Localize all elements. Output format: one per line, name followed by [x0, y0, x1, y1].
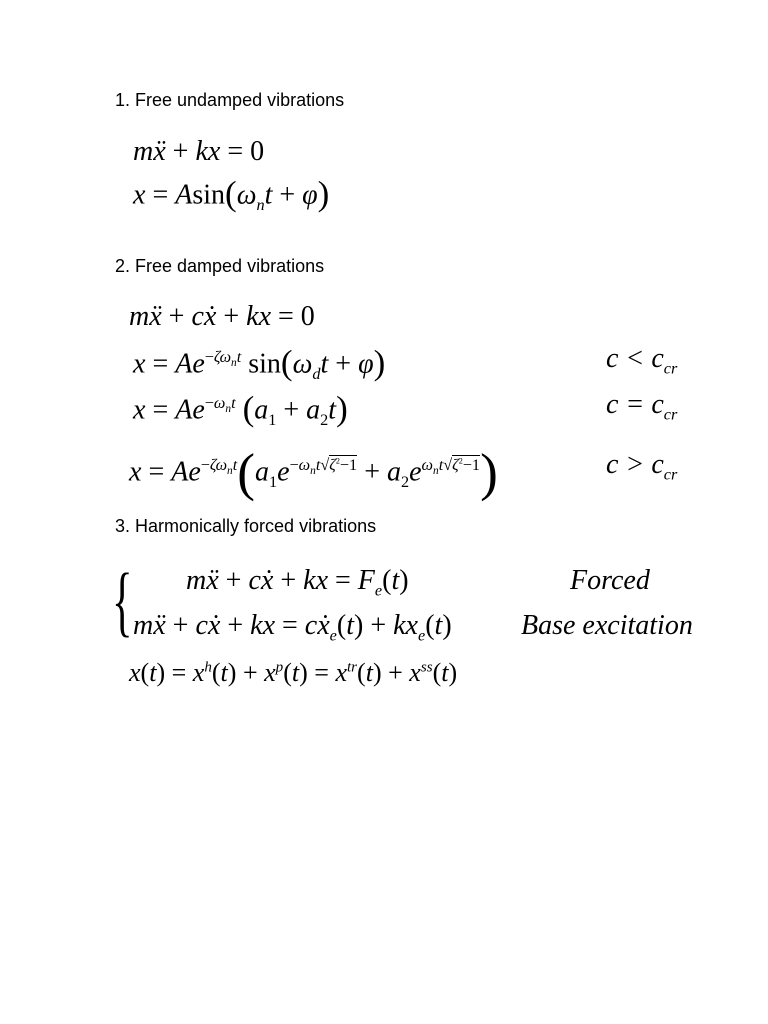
equation-overdamped: $x = Ae^{-\zeta\omega_nt}(a_1e^{-\omega_nt√\zeta^2-1} + a_2e^{\omega_nt√\zeta^2-1})$	[129, 443, 498, 502]
equation-underdamped: $x = Ae^{-\zeta\omega_nt}$ $\sin(\omega_dt + \varphi)$	[133, 343, 386, 383]
condition-overdamped: $c > c_{cr}$	[606, 449, 678, 484]
section-heading-3: 3. Harmonically forced vibrations	[115, 516, 377, 536]
label-base-excitation: Base excitation	[521, 610, 693, 641]
equation-damped-motion: mẍ + cẋ + kx = 0	[129, 301, 315, 332]
equation-total-response: $x(t) = x^h(t) + x^p(t) = x^{tr}(t) + x^{ss}(t)$	[129, 658, 458, 687]
label-forced: Forced	[570, 565, 650, 596]
equation-undamped-motion: mẍ + kx = 0	[133, 136, 265, 167]
condition-critically-damped: $c = c_{cr}$	[606, 389, 678, 424]
equation-forced: mẍ + cẋ + kx = $F_e(t)$	[186, 565, 409, 600]
section-heading-1: 1. Free undamped vibrations	[115, 90, 345, 110]
equation-base-excitation: mẍ + cẋ + kx = $cẋ_e(t) + kx_e(t)$	[133, 610, 452, 645]
equation-undamped-solution: $x = Asin(\omega_nt + \varphi)$	[133, 174, 330, 214]
section-heading-2: 2. Free damped vibrations	[115, 256, 325, 276]
system-brace: {	[112, 557, 133, 644]
equation-critically-damped: $x = Ae^{-\omega_nt}$ $(a_1 + a_2t)$	[133, 389, 348, 429]
condition-underdamped: $c < c_{cr}$	[606, 343, 678, 378]
